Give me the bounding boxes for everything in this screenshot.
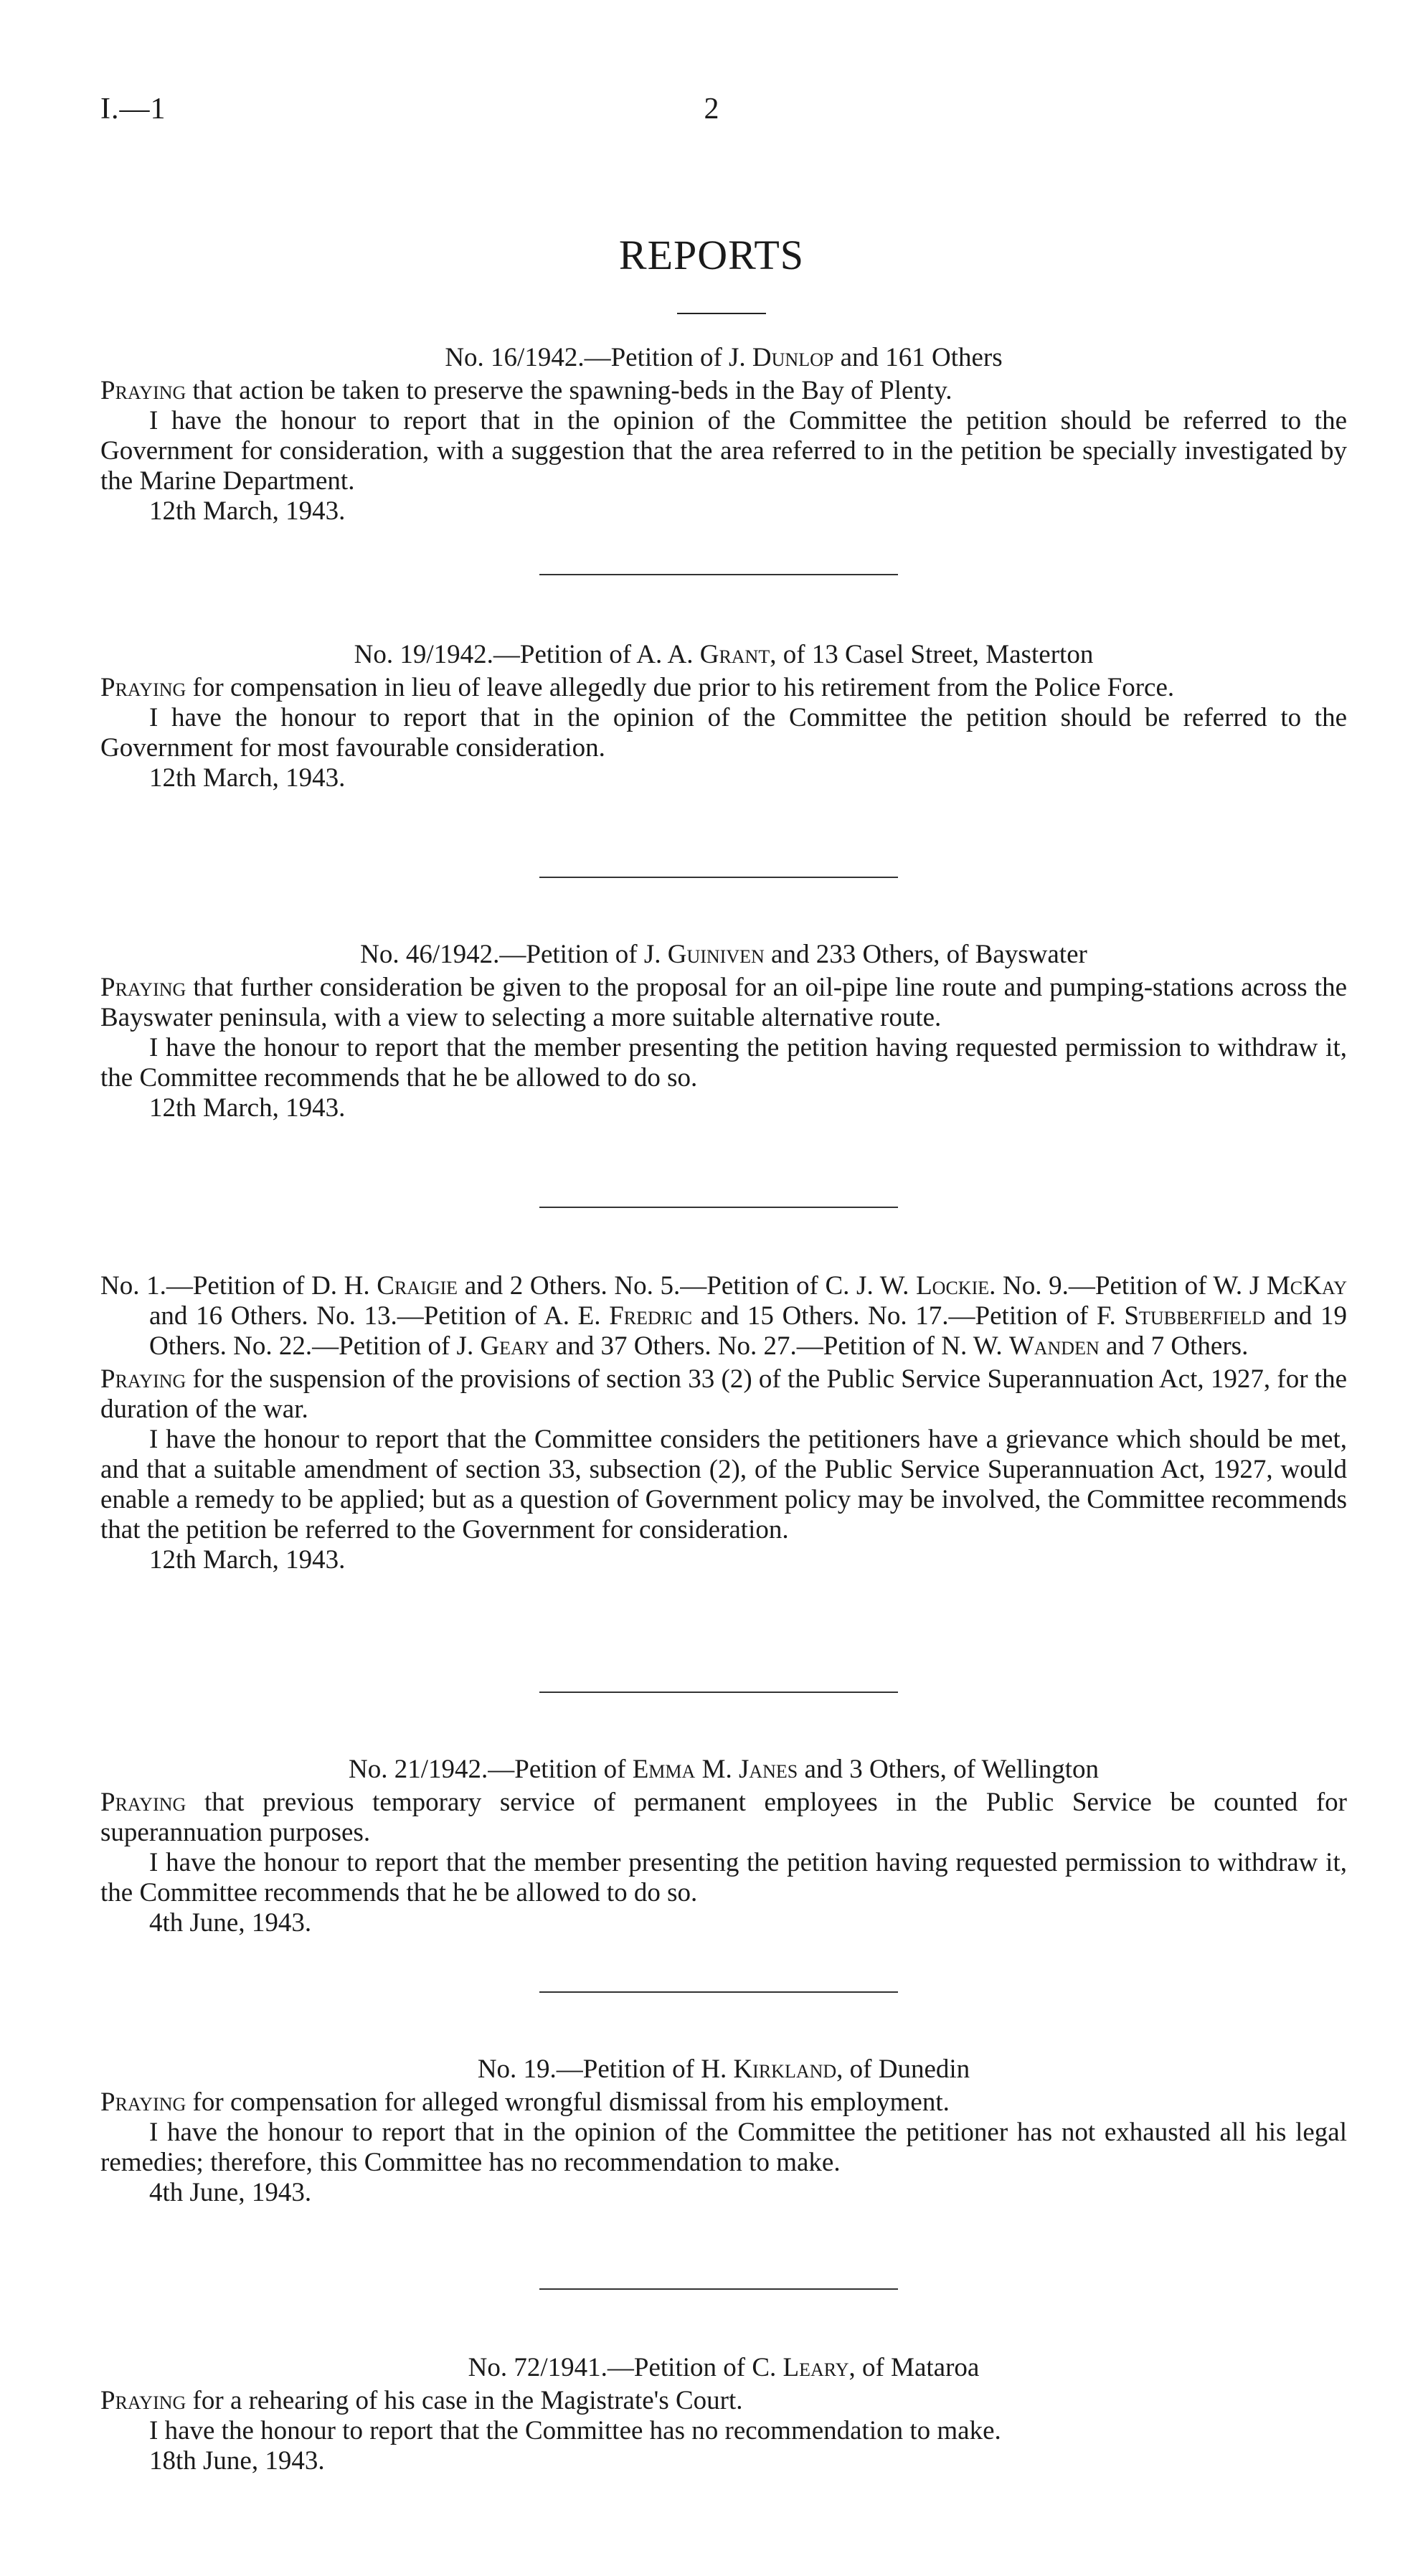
petition-heading: No. 21/1942.—Petition of Emma M. Janes and 3 Others, of Wellington (349, 1755, 1099, 1784)
report-paragraph: I have the honour to report that the Committee considers the petitioners have a grievance which should be met, and that a suitable amendment of section 33, subsection (2), of the Public Service Superannuation Act, 1927, would enable a remedy to be applied; but as a question of Government policy may be involved, the Committee recommends that the petition be referred to the Government for consideration. (100, 1425, 1347, 1544)
report-paragraph: I have the honour to report that the member presenting the petition having requested permission to withdraw it, the Committee recommends that he be allowed to do so. (100, 1848, 1347, 1907)
report-paragraph: I have the honour to report that the member presenting the petition having requested permission to withdraw it, the Committee recommends that he be allowed to do so. (100, 1033, 1347, 1093)
section-divider (539, 877, 898, 878)
praying-paragraph: Praying that action be taken to preserve the spawning-beds in the Bay of Plenty. (100, 376, 952, 405)
petition-entry (100, 1755, 1347, 1938)
page-number: 2 (704, 93, 719, 126)
report-date: 12th March, 1943. (149, 1545, 346, 1575)
report-date: 12th March, 1943. (149, 496, 346, 526)
petition-heading: No. 1.—Petition of D. H. Craigie and 2 Others. No. 5.—Petition of C. J. W. Lockie. No. 9.—Petition of W. J McKay and 16 Others. No. 13.—Petition of A. E. Fredric and 15 Others. No. 17.—Petition of F. Stubberfield and 19 Others. No. 22.—Petition of J. Geary and 37 Others. No. 27.—Petition of N. W. Wanden and 7 Others. (100, 1271, 1347, 1361)
praying-paragraph: Praying for compensation in lieu of leave allegedly due prior to his retirement from the Police Force. (100, 673, 1175, 702)
report-date: 4th June, 1943. (149, 1908, 312, 1938)
report-date: 12th March, 1943. (149, 763, 346, 793)
petition-entry (100, 2054, 1347, 2208)
section-divider (539, 574, 898, 575)
petition-heading: No. 72/1941.—Petition of C. Leary, of Mataroa (468, 2353, 980, 2382)
report-date: 12th March, 1943. (149, 1093, 346, 1123)
petition-heading: No. 16/1942.—Petition of J. Dunlop and 161 Others (445, 343, 1003, 372)
report-date: 4th June, 1943. (149, 2178, 312, 2207)
paper-reference: I.—1 (100, 93, 166, 126)
section-divider (539, 1692, 898, 1693)
praying-paragraph: Praying for a rehearing of his case in the Magistrate's Court. (100, 2386, 743, 2415)
petition-heading: No. 19/1942.—Petition of A. A. Grant, of 13 Casel Street, Masterton (354, 640, 1094, 669)
petition-entry (100, 640, 1347, 793)
section-divider (539, 1991, 898, 1993)
report-date: 18th June, 1943. (149, 2446, 325, 2476)
praying-paragraph: Praying that previous temporary service of permanent employees in the Public Service be counted for superannuation purposes. (100, 1788, 1347, 1847)
petition-heading: No. 46/1942.—Petition of J. Guiniven and 233 Others, of Bayswater (360, 940, 1087, 969)
section-divider (539, 1207, 898, 1208)
petition-entry (100, 1271, 1347, 1575)
petition-entry (100, 343, 1347, 527)
title-divider (677, 313, 766, 314)
petition-entry (100, 940, 1347, 1123)
page-title: REPORTS (618, 232, 805, 278)
report-paragraph: I have the honour to report that in the opinion of the Committee the petitioner has not exhausted all his legal remedies; therefore, this Committee has no recommendation to make. (100, 2118, 1347, 2177)
praying-paragraph: Praying for the suspension of the provisions of section 33 (2) of the Public Service Superannuation Act, 1927, for the duration of the war. (100, 1364, 1347, 1424)
petition-entry (100, 2353, 1347, 2476)
petition-heading: No. 19.—Petition of H. Kirkland, of Dunedin (477, 2054, 970, 2084)
praying-paragraph: Praying that further consideration be given to the proposal for an oil-pipe line route and pumping-stations across the Bayswater peninsula, with a view to selecting a more suitable alternative route. (100, 973, 1347, 1032)
report-paragraph: I have the honour to report that in the opinion of the Committee the petition should be referred to the Government for most favourable consideration. (100, 703, 1347, 763)
report-paragraph: I have the honour to report that the Committee has no recommendation to make. (149, 2416, 1001, 2445)
section-divider (539, 2288, 898, 2290)
report-paragraph: I have the honour to report that in the opinion of the Committee the petition should be referred to the Government for consideration, with a suggestion that the area referred to in the petition be specially investigated by the Marine Department. (100, 406, 1347, 496)
praying-paragraph: Praying for compensation for alleged wrongful dismissal from his employment. (100, 2087, 950, 2117)
